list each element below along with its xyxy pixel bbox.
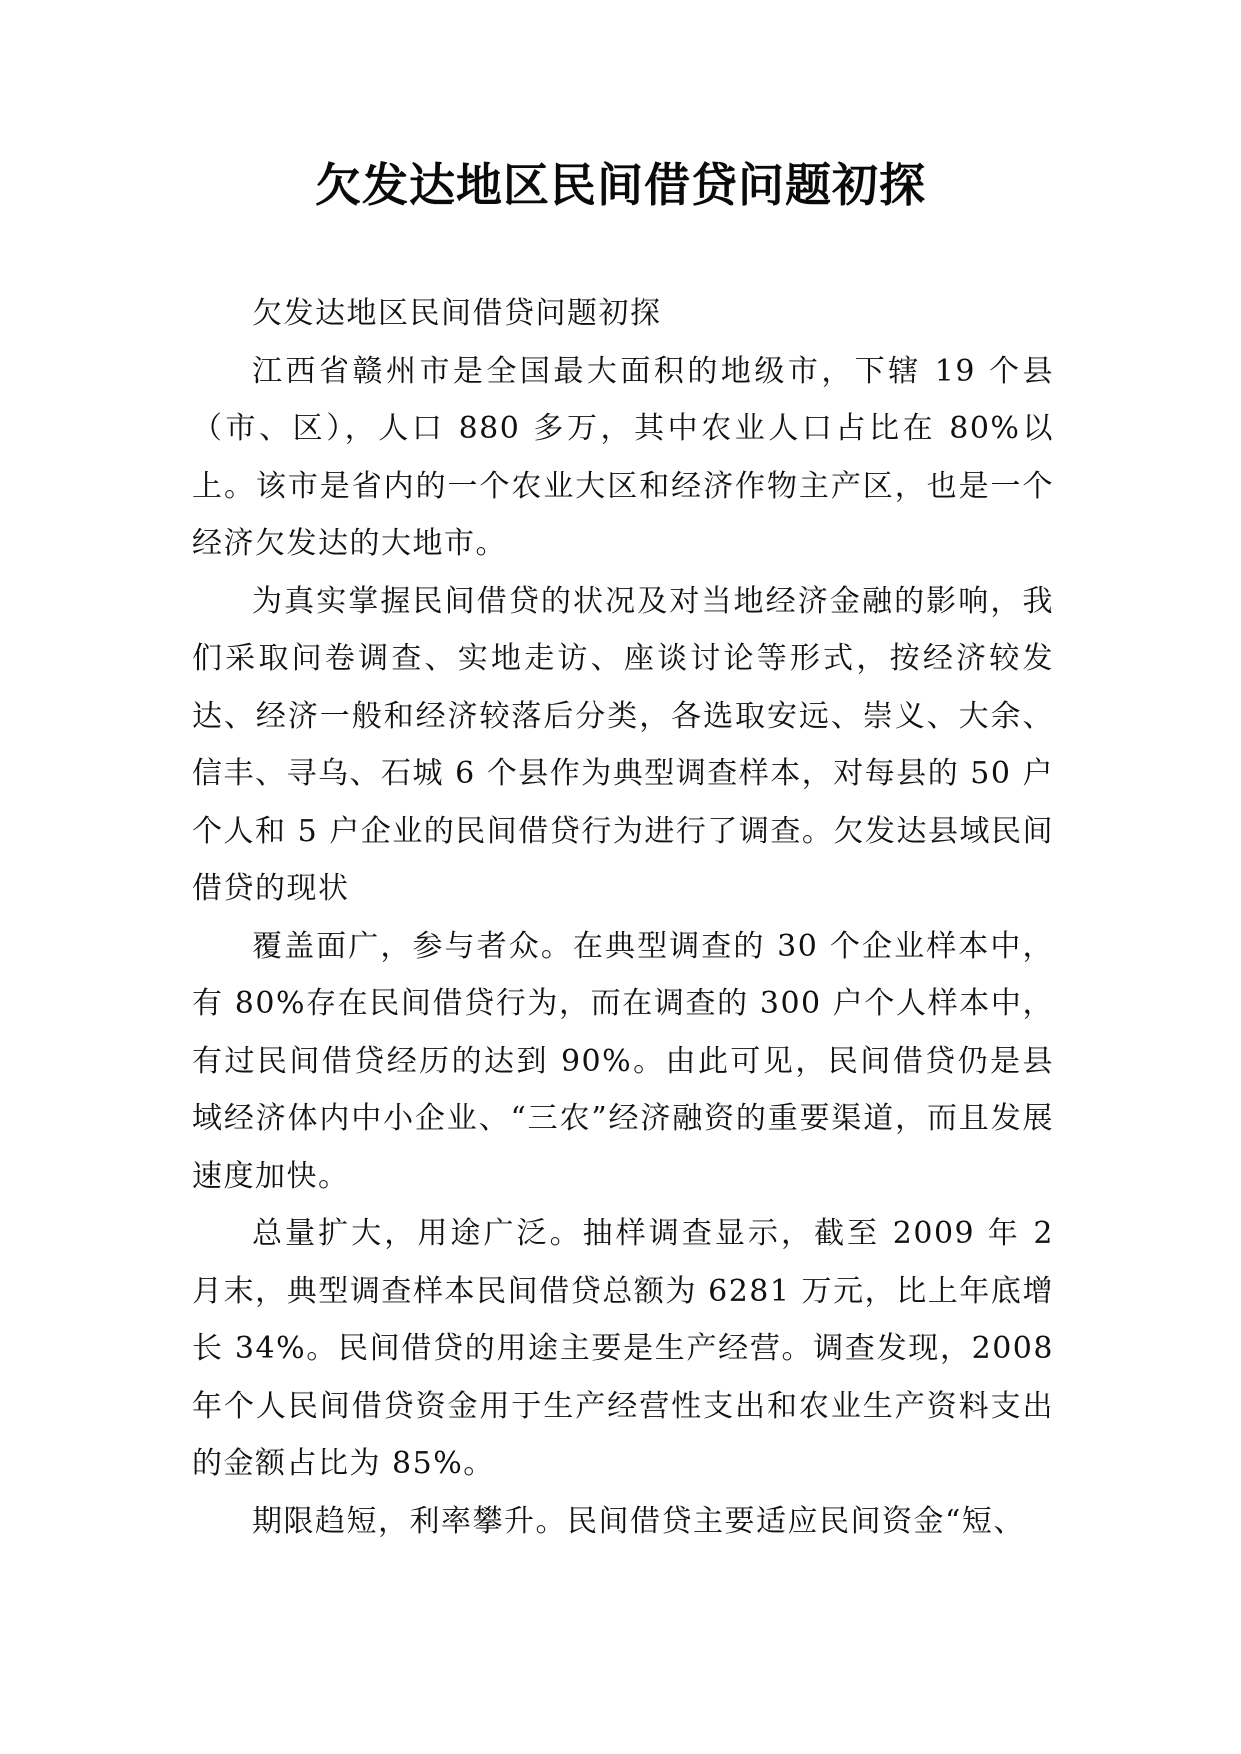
paragraph-subtitle: 欠发达地区民间借贷问题初探 [252, 296, 662, 331]
document-title: 欠发达地区民间借贷问题初探 [315, 158, 926, 212]
paragraph-coverage: 覆盖面广，参与者众。在典型调查的 30 个企业样本中，有 80%存在民间借贷行为，而在调查的 300 户个人样本中，有过民间借贷经历的达到 90%。由此可见，民间借贷仍是县域经济体内中小企业、“三农”经济融资的重要渠道，而且发展速度加快。 [192, 928, 1054, 1194]
document-body [192, 285, 1054, 1550]
paragraph-method: 为真实掌握民间借贷的状况及对当地经济金融的影响，我们采取问卷调查、实地走访、座谈讨论等形式，按经济较发达、经济一般和经济较落后分类，各选取安远、崇义、大余、信丰、寻乌、石城 6 个县作为典型调查样本，对每县的 50 户个人和 5 户企业的民间借贷行为进行了调查。欠发达县域民间借贷的现状 [192, 583, 1054, 906]
paragraph-term: 期限趋短，利率攀升。民间借贷主要适应民间资金“短、 [252, 1503, 1025, 1539]
paragraph-volume: 总量扩大，用途广泛。抽样调查显示，截至 2009 年 2 月末，典型调查样本民间借贷总额为 6281 万元，比上年底增长 34%。民间借贷的用途主要是生产经营。调查发现，2008 年个人民间借贷资金用于生产经营性支出和农业生产资料支出的金额占比为 85%。 [192, 1216, 1054, 1481]
paragraph-intro: 江西省赣州市是全国最大面积的地级市，下辖 19 个县（市、区），人口 880 多万，其中农业人口占比在 80%以上。该市是省内的一个农业大区和经济作物主产区，也是一个经济欠发达的大地市。 [192, 353, 1054, 561]
